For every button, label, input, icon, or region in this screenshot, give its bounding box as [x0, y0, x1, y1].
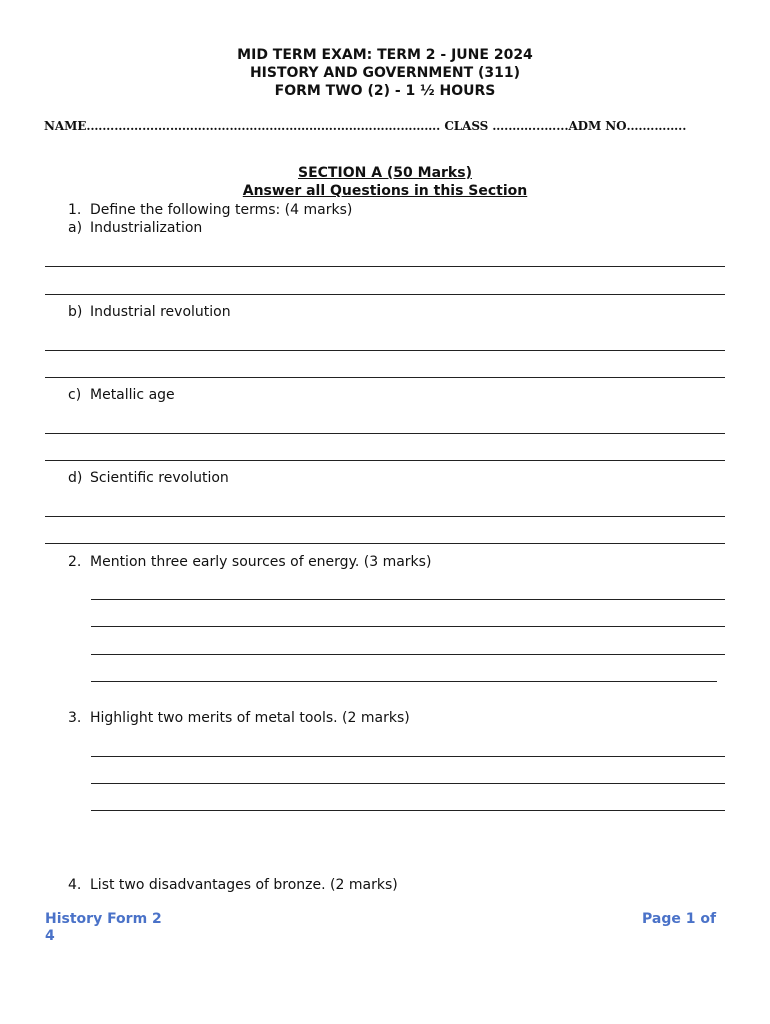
answer-line: [45, 516, 725, 517]
question-1: [68, 202, 352, 218]
part-text: Metallic age: [90, 387, 175, 403]
footer-subject: History Form 2: [45, 911, 162, 927]
question-text: Define the following terms: (4 marks): [90, 202, 353, 218]
answer-line: [91, 756, 725, 757]
answer-line: [91, 681, 717, 682]
section-subtitle: Answer all Questions in this Section: [242, 183, 528, 199]
adm-label: ADM NO: [568, 119, 627, 133]
question-text: Highlight two merits of metal tools. (2 marks): [90, 710, 410, 726]
part-label: b): [68, 304, 83, 320]
part-label: d): [68, 470, 83, 486]
class-dots: ….……...…...: [492, 119, 569, 133]
part-label: c): [68, 387, 82, 403]
answer-line: [91, 654, 725, 655]
footer-left: [45, 911, 162, 945]
question-1a: [68, 220, 202, 236]
answer-line: [45, 377, 725, 378]
part-text: Scientific revolution: [90, 470, 229, 486]
answer-line: [45, 294, 725, 295]
footer-page-number: Page 1 of: [642, 911, 717, 927]
section-title: SECTION A (50 Marks): [298, 165, 472, 181]
question-number: 2.: [68, 554, 82, 570]
exam-title: MID TERM EXAM: TERM 2 - JUNE 2024: [237, 47, 533, 63]
question-number: 1.: [68, 202, 82, 218]
subject-title: HISTORY AND GOVERNMENT (311): [249, 65, 521, 81]
question-number: 3.: [68, 710, 82, 726]
answer-line: [91, 783, 725, 784]
exam-header: [0, 46, 770, 100]
answer-line: [91, 626, 725, 627]
part-text: Industrial revolution: [90, 304, 231, 320]
part-label: a): [68, 220, 83, 236]
question-1c: [68, 387, 175, 403]
question-number: 4.: [68, 877, 82, 893]
student-info-line: [44, 119, 734, 133]
adm-dots: ….………..: [626, 119, 687, 133]
class-label: CLASS: [444, 119, 489, 133]
answer-line: [45, 266, 725, 267]
answer-line: [45, 543, 725, 544]
question-1b: [68, 304, 231, 320]
name-dots: .…….……….………………….…….…………….…………….……….: [86, 119, 441, 133]
answer-line: [45, 350, 725, 351]
answer-line: [91, 599, 725, 600]
question-text: List two disadvantages of bronze. (2 marks): [90, 877, 398, 893]
question-4: [68, 877, 398, 893]
form-duration: FORM TWO (2) - 1 ½ HOURS: [274, 83, 496, 99]
answer-line: [91, 810, 725, 811]
answer-line: [45, 460, 725, 461]
footer-total-pages: 4: [45, 928, 55, 944]
question-2: [68, 554, 431, 570]
part-text: Industrialization: [90, 220, 203, 236]
question-3: [68, 710, 410, 726]
question-1d: [68, 470, 229, 486]
answer-line: [45, 433, 725, 434]
question-text: Mention three early sources of energy. (3 marks): [90, 554, 432, 570]
name-label: NAME: [44, 119, 87, 133]
